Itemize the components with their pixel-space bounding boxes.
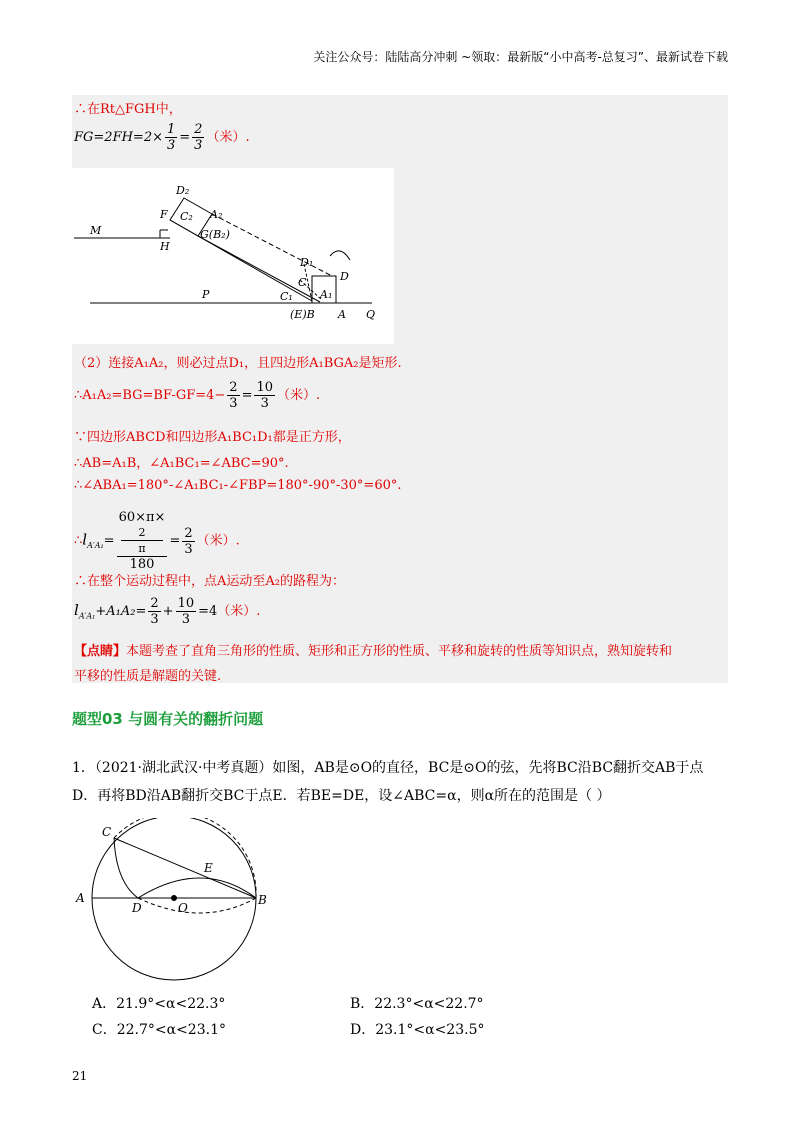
fig1-label-GB2: G(B₂) [200,228,230,241]
solution-line-7: ∴∠ABA₁=180°-∠A₁BC₁-∠FBP=180°-90°-30°=60°. [74,478,402,493]
fig1-label-P: P [202,288,210,301]
option-a[interactable]: A．21.9°<α<22.3° [92,996,226,1012]
fig1-label-D: D [340,270,349,283]
figure-1-svg [72,168,394,344]
solution-line-5: ∵四边形ABCD和四边形A₁BC₁D₁都是正方形， [74,430,351,445]
fig2-label-B: B [258,893,267,907]
fig1-label-D1: D₁ [300,256,314,269]
fig1-label-C: C [298,276,307,289]
fig1-label-D2: D₂ [176,184,190,197]
solution-line-3: （2）连接A₁A₂，则必过点D₁，且四边形A₁BGA₂是矩形. [74,356,402,371]
comment-tag: 【点睛】 [74,644,127,659]
solution-line-8: $\therefore l_{A'A_1}=$ 60×π× 2 π 180 = $\frac{2}{3}$ （米）. [74,510,240,572]
section-heading: 题型03 与圆有关的翻折问题 [72,710,264,728]
fig1-label-A1: A₁ [320,288,333,301]
option-b[interactable]: B．22.3°<α<22.7° [350,996,484,1012]
fig1-label-EB: (E)B [290,308,315,321]
comment-line-2: 平移的性质是解题的关键. [74,669,222,684]
fig1-label-A: A [338,308,346,321]
fig2-label-E: E [204,861,213,875]
figure-2-svg [72,818,302,988]
fig1-label-A2: A₂ [210,208,223,221]
solution-line-1: ∴在Rt△FGH中， [74,102,182,117]
page-number: 21 [72,1069,88,1083]
fig1-label-C1: C₁ [280,290,293,303]
fig1-label-F: F [160,208,168,221]
fig1-label-M: M [90,224,102,237]
fig1-label-H: H [160,240,170,253]
circle-figure [72,818,302,988]
option-c[interactable]: C．22.7°<α<23.1° [92,1022,226,1038]
fig2-label-A: A [76,891,85,905]
fig2-label-O: O [178,901,188,915]
comment-line-1: 【点睛】本题考查了直角三角形的性质、矩形和正方形的性质、平移和旋转的性质等知识点，熟知旋转和 [74,644,673,659]
option-d[interactable]: D．23.1°<α<23.5° [350,1022,485,1038]
solution-line-9: ∴在整个运动过程中，点A运动至A₂的路程为： [74,574,345,589]
fig2-label-C: C [102,825,112,839]
solution-line-6: ∴AB=A₁B，∠A₁BC₁=∠ABC=90°. [74,456,289,471]
fig2-label-D: D [132,901,142,915]
fig1-label-Q: Q [366,308,376,321]
question-line-2: D．再将BD沿AB翻折交BC于点E．若BE=DE，设∠ABC=α，则α所在的范围是（ ） [72,788,611,804]
geometry-figure-1 [72,168,394,344]
solution-line-10: $l_{A'A_1}+A_1A_2=$ $\frac{2}{3}$ + $\frac{10}{3}$ =4（米）. [74,596,261,627]
solution-line-4: ∴A₁A₂=BG=BF-GF=4− $\frac{2}{3}$ = $\frac{10}{3}$ （米）. [74,380,321,411]
page-header: 关注公众号：陆陆高分冲刺 ~领取：最新版“小中高考-总复习”、最新试卷下载 [313,50,728,64]
solution-line-2: FG=2FH=2× $\frac{1}{3}$ = $\frac{2}{3}$ （米）. [74,122,250,153]
question-line-1: 1．（2021·湖北武汉·中考真题）如图，AB是⊙O的直径，BC是⊙O的弦，先将BC沿BC翻折交AB于点 [72,760,704,776]
fig1-label-C2: C₂ [180,210,193,223]
